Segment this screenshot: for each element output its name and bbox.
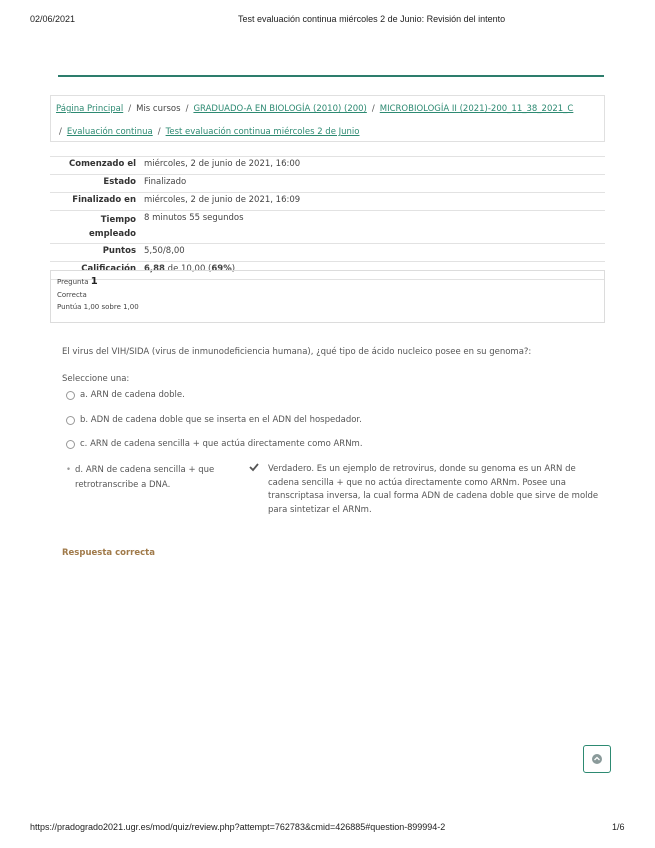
option-a[interactable] (66, 390, 185, 400)
print-date: 02/06/2021 (30, 14, 76, 24)
print-title: Test evaluación continua miércoles 2 de Junio: Revisión del intento (238, 14, 506, 24)
breadcrumb-degree[interactable]: GRADUADO-A EN BIOLOGÍA (2010) (200) (193, 104, 367, 114)
table-row (50, 157, 605, 175)
question-status: Correcta (57, 291, 87, 299)
table-row (50, 211, 605, 244)
summary-value: 8 minutos 55 segundos (140, 211, 605, 244)
table-row (50, 175, 605, 193)
summary-value: miércoles, 2 de junio de 2021, 16:00 (140, 157, 605, 175)
summary-value: Finalizado (140, 175, 605, 193)
table-row (50, 244, 605, 262)
question-info-box (50, 270, 605, 323)
summary-label: Estado (50, 175, 140, 193)
selected-dot-icon: • (66, 465, 72, 475)
question-text: El virus del VIH/SIDA (virus de inmunodeficiencia humana), ¿qué tipo de ácido nucleico posee en su genoma?: (62, 347, 532, 357)
option-d-selected[interactable] (66, 463, 236, 493)
grade-value: 6,88 (144, 264, 165, 274)
scroll-to-top-button[interactable] (583, 745, 611, 773)
grade-mid: de 10,00 ( (164, 264, 212, 274)
select-label: Seleccione una: (62, 374, 130, 384)
option-label: b. ADN de cadena doble que se inserta en el ADN del hospedador. (80, 415, 362, 425)
grade-percent: 69% (211, 264, 232, 274)
summary-label: Puntos (50, 244, 140, 262)
question-prefix: Pregunta (57, 278, 89, 286)
option-label: c. ARN de cadena sencilla + que actúa directamente como ARNm. (80, 439, 363, 449)
result-label: Respuesta correcta (62, 548, 155, 558)
print-page: 1/6 (612, 822, 625, 832)
radio-icon[interactable] (66, 416, 75, 425)
summary-label: Finalizado en (50, 193, 140, 211)
arrow-up-icon (591, 753, 603, 765)
breadcrumb-courses: Mis cursos (136, 104, 181, 114)
summary-value: miércoles, 2 de junio de 2021, 16:09 (140, 193, 605, 211)
breadcrumb-section[interactable]: Evaluación continua (66, 127, 153, 137)
breadcrumb: Página Principal / Mis cursos / GRADUADO-A EN BIOLOGÍA (2010) (200) / MICROBIOLOGÍA II (2021)-200_11_38_2021_C / Evaluación continua / Test evaluación continua miércoles 2 de Junio (50, 95, 605, 142)
option-label: d. ARN de cadena sencilla + que retrotranscribe a DNA. (75, 465, 215, 490)
breadcrumb-course[interactable]: MICROBIOLOGÍA II (2021)-200_11_38_2021_C (379, 104, 574, 114)
option-b[interactable] (66, 415, 362, 425)
option-c[interactable] (66, 439, 363, 449)
summary-label: Comenzado el (50, 157, 140, 175)
print-url: https://pradogrado2021.ugr.es/mod/quiz/review.php?attempt=762783&cmid=426885#question-899994-2 (30, 822, 446, 832)
checkmark-icon (249, 462, 259, 475)
option-label: a. ARN de cadena doble. (80, 390, 185, 400)
radio-icon[interactable] (66, 440, 75, 449)
summary-label: Calificación (50, 262, 140, 280)
breadcrumb-home[interactable]: Página Principal (56, 104, 124, 114)
answer-feedback: Verdadero. Es un ejemplo de retrovirus, donde su genoma es un ARN de cadena sencilla + que no actúa directamente como ARNm. Posee una transcriptasa inversa, la cual forma ADN de cadena doble que sirve de molde para sintetizar el ARNm. (268, 464, 599, 515)
question-score: Puntúa 1,00 sobre 1,00 (57, 303, 139, 311)
grade-end: ) (231, 264, 236, 274)
question-number: 1 (90, 276, 98, 287)
summary-label: Tiempo empleado (50, 211, 140, 244)
top-rule (58, 75, 604, 77)
summary-value: 5,50/8,00 (140, 244, 605, 262)
radio-icon[interactable] (66, 391, 75, 400)
attempt-summary-table (50, 156, 605, 280)
breadcrumb-quiz[interactable]: Test evaluación continua miércoles 2 de Junio (165, 127, 360, 137)
table-row (50, 193, 605, 211)
